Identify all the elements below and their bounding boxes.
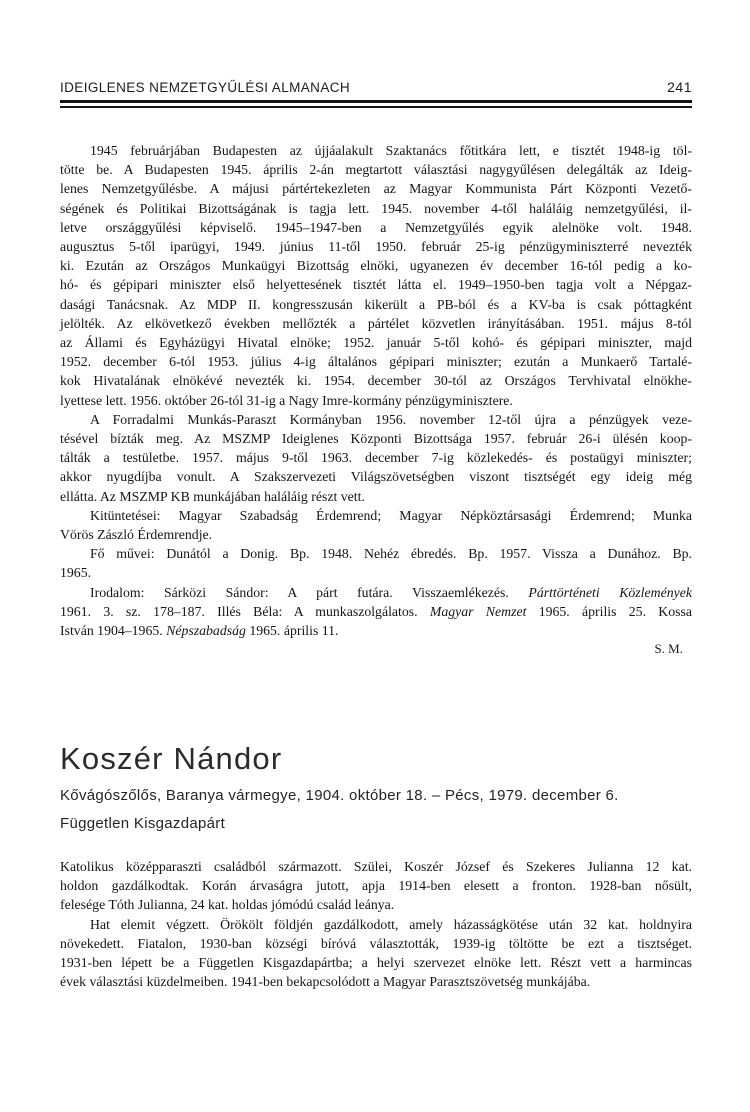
body-text: 1952. december 6-tól 1953. július 4-ig általános gépipari miniszter; ezután a Munkaerő Tartalé-	[60, 354, 692, 370]
text-line	[60, 179, 692, 198]
paragraph	[60, 141, 692, 410]
body-text: Katolikus középparaszti családból származott. Szülei, Koszér József és Szekeres Julianna 12 kat.	[60, 858, 692, 874]
paragraph	[60, 915, 692, 992]
text-line	[60, 525, 692, 544]
text-line	[60, 352, 692, 371]
text-line	[60, 275, 692, 294]
text-line	[60, 602, 692, 621]
entry-heading: Koszér Nándor	[60, 741, 283, 777]
italic-title-text: Népszabadság	[166, 623, 246, 639]
text-line	[60, 141, 692, 160]
text-line	[60, 314, 692, 333]
body-text: 1965. április 25. Kossa	[526, 603, 693, 619]
body-text: lenes Nemzetgyűlésbe. A májusi pártértekezleten az Magyar Kommunista Párt Központi Vezető-	[60, 181, 692, 197]
body-text: Hat elemit végzett. Örökölt földjén gazdálkodott, amely házasságkötése után 32 kat. holdnyira	[90, 916, 692, 932]
body-text: akkor nyugdíjba vonult. A Szakszervezeti Világszövetségben viszont tisztségét egy ideig még	[60, 469, 692, 485]
body-text: Fő művei: Dunától a Donig. Bp. 1948. Nehéz ébredés. Bp. 1957. Vissza a Dunához. Bp.	[90, 546, 692, 562]
paragraph	[60, 857, 692, 915]
text-line	[60, 934, 692, 953]
text-line	[60, 218, 692, 237]
body-text: kok Hivatalának elnökévé nevezték ki. 1954. december 30-tól az Országos Tervhivatal elnökhe-	[60, 373, 692, 389]
biography-paragraphs	[60, 141, 692, 640]
body-text: ellátta. Az MSZMP KB munkájában haláláig részt vett.	[60, 488, 365, 504]
text-line	[60, 237, 692, 256]
text-line	[60, 199, 692, 218]
text-line	[60, 895, 692, 914]
running-title: IDEIGLENES NEMZETGYŰLÉSI ALMANACH	[60, 80, 351, 95]
text-line	[60, 583, 692, 602]
body-text: holdon gazdálkodtak. Korán árvaságra jutott, apja 1914-ben elesett a fronton. 1928-ban nősült,	[60, 878, 692, 894]
body-text: jelölték. Az elkövetkező években mellőzték a pártélet közvetlen irányításában. 1951. május 8-tól	[60, 315, 692, 331]
body-text: Vörös Zászló Érdemrendje.	[60, 527, 213, 543]
text-line	[60, 506, 692, 525]
text-line	[60, 467, 692, 486]
text-line	[60, 621, 692, 640]
italic-title-text: Párttörténeti Közlemények	[528, 584, 692, 600]
header-rule	[60, 100, 692, 108]
text-line	[60, 160, 692, 179]
page-number: 241	[667, 79, 692, 95]
text-line	[60, 544, 692, 563]
entry-party: Független Kisgazdapárt	[60, 814, 226, 832]
body-text: 1965. április 11.	[245, 623, 339, 639]
paragraph	[60, 544, 692, 582]
body-text: Irodalom: Sárközi Sándor: A párt futára. Visszaemlékezés.	[90, 584, 529, 600]
body-text: augusztus 5-től iparügyi, 1949. június 11-től 1950. február 25-ig pénzügyminiszterré nevezték	[60, 239, 692, 255]
text-line	[60, 563, 692, 582]
text-line	[60, 448, 692, 467]
text-line	[60, 256, 692, 275]
body-text: növekedett. Fiatalon, 1930-ban községi bíróvá választották, 1939-ig töltötte be ezt a tisztséget.	[60, 935, 692, 951]
entry-lifespan: Kővágószőlős, Baranya vármegye, 1904. október 18. – Pécs, 1979. december 6.	[60, 786, 619, 804]
author-initials: S. M.	[654, 641, 683, 657]
entry-previous-biography	[60, 141, 692, 657]
text-line	[60, 876, 692, 895]
text-line	[60, 333, 692, 352]
body-text: évek választási küzdelmeiben. 1941-ben bekapcsolódott a Magyar Parasztszövetség munkájába.	[60, 974, 591, 990]
body-text: István 1904–1965.	[60, 623, 167, 639]
text-line	[60, 391, 692, 410]
body-text: az Állami és Egyházügyi Hivatal elnöke; 1952. január 5-től kohó- és gépipari miniszter, majd	[60, 335, 692, 351]
body-text: 1931-ben lépett be a Független Kisgazdapártba; a helyi szervezet elnöke lett. Részt vett a harmincas	[60, 954, 692, 970]
body-text: tésével bízták meg. Az MSZMP Ideiglenes Központi Bizottsága 1957. február 26-i ülésén koop-	[60, 431, 692, 447]
body-text: 1965.	[60, 565, 92, 581]
text-line	[60, 953, 692, 972]
body-text: ségének és Politikai Bizottságának is tagja lett. 1945. november 4-től haláláig nemzetgyűlési, il-	[60, 200, 692, 216]
italic-title-text: Magyar Nemzet	[429, 603, 527, 619]
body-text: letve országgyűlési képviselő. 1945–1947-ben a Nemzetgyűlés egyik alelnöke volt. 1948.	[60, 219, 692, 235]
body-text: felesége Tóth Julianna, 24 kat. holdas jómódú család leánya.	[60, 897, 395, 913]
text-line	[60, 371, 692, 390]
entry-koszer-nandor	[60, 741, 692, 991]
biography-paragraphs	[60, 857, 692, 991]
text-line	[60, 410, 692, 429]
paragraph	[60, 506, 692, 544]
body-text: Kitüntetései: Magyar Szabadság Érdemrend; Magyar Népköztársasági Érdemrend; Munka	[90, 507, 692, 523]
text-line	[60, 429, 692, 448]
body-text: tálták a testületbe. 1957. május 9-től 1963. december 7-ig közlekedés- és postaügyi miniszter;	[60, 450, 692, 466]
text-line	[60, 857, 692, 876]
body-text: tötte be. A Budapesten 1945. április 2-án megtartott választási nagygyűlésen delegálták az Ideig-	[60, 162, 692, 178]
body-text: lyettese lett. 1956. október 26-tól 31-ig a Nagy Imre-kormány pénzügyminisztere.	[60, 392, 513, 408]
body-text: ki. Ezután az Országos Munkaügyi Bizottság elnöki, ugyanezen év december 16-tól pedig a ko-	[60, 258, 692, 274]
body-text: A Forradalmi Munkás-Paraszt Kormányban 1956. november 12-től újra a pénzügyek veze-	[90, 411, 692, 427]
text-line	[60, 295, 692, 314]
paragraph	[60, 410, 692, 506]
text-line	[60, 487, 692, 506]
text-line	[60, 972, 692, 991]
paragraph	[60, 583, 692, 641]
body-text: 1961. 3. sz. 178–187. Illés Béla: A munkaszolgálatos.	[60, 603, 430, 619]
body-text: 1945 februárjában Budapesten az újjáalakult Szaktanács főtitkára lett, e tisztét 1948-ig töl-	[90, 143, 692, 158]
body-text: dasági Tanácsnak. Az MDP II. kongresszusán kikerült a PB-ból és a KV-ba is csak póttagként	[60, 296, 692, 312]
page-header	[60, 79, 692, 95]
body-text: hó- és gépipari miniszter első helyettesének tisztét látta el. 1949–1950-ben tagja volt a Népgaz-	[60, 277, 692, 293]
text-line	[60, 915, 692, 934]
